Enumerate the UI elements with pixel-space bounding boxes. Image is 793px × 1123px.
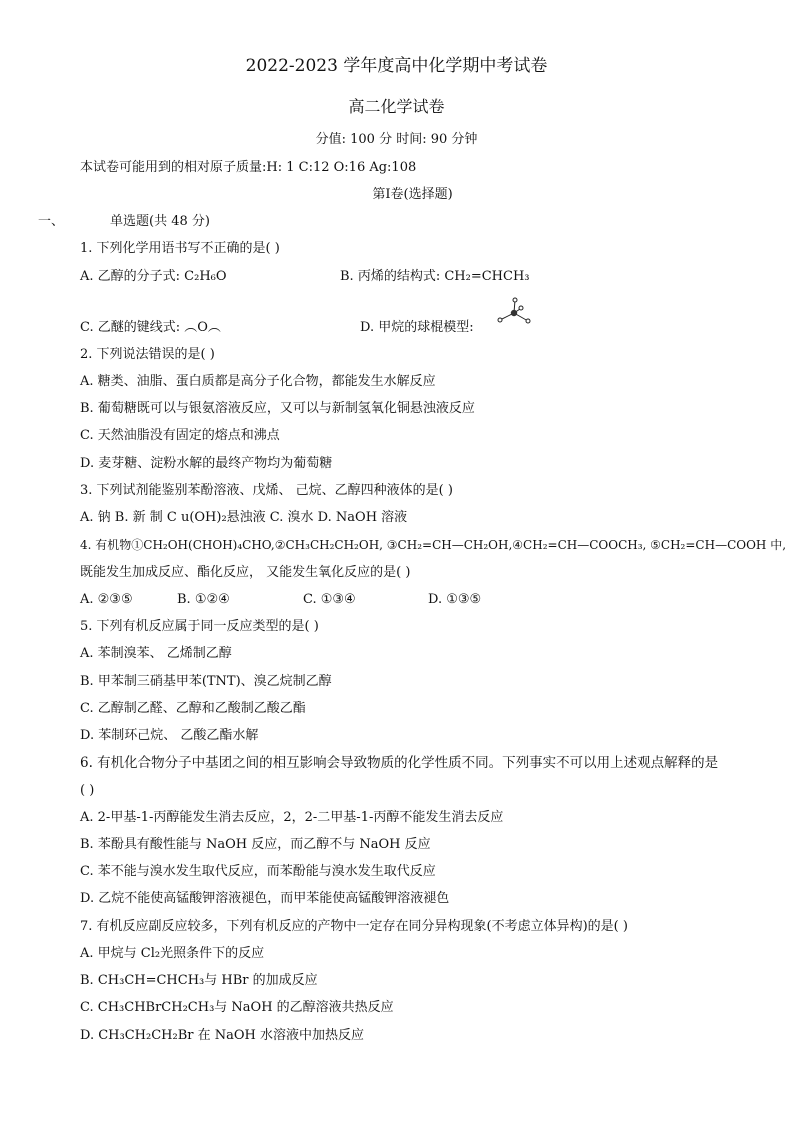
q2-stem: 2. 下列说法错误的是( ) (80, 347, 215, 362)
q4-option-b: B. ①②④ (177, 592, 230, 607)
q2-option-d: D. 麦芽糖、淀粉水解的最终产物均为葡萄糖 (80, 456, 333, 471)
q7-stem: 7. 有机反应副反应较多，下列有机反应的产物中一定存在同分异构现象(不考虑立体异构)的是( ) (80, 919, 628, 934)
q4-option-c: C. ①③④ (303, 592, 356, 607)
atomic-masses: 本试卷可能用到的相对原子质量:H: 1 C:12 O:16 Ag:108 (80, 160, 417, 175)
section-number: 一、 (38, 214, 65, 229)
q2-option-a: A. 糖类、油脂、蛋白质都是高分子化合物，都能发生水解反应 (80, 374, 436, 389)
part-title: 第Ⅰ卷(选择题) (372, 187, 453, 202)
q6-option-b: B. 苯酚具有酸性能与 NaOH 反应，而乙醇不与 NaOH 反应 (80, 837, 431, 852)
q6-option-c: C. 苯不能与溴水发生取代反应，而苯酚能与溴水发生取代反应 (80, 864, 436, 879)
q5-option-d: D. 苯制环己烷、 乙酸乙酯水解 (80, 728, 259, 743)
q4-option-a: A. ②③⑤ (80, 592, 133, 607)
q1-option-b: B. 丙烯的结构式: CH₂=CHCH₃ (340, 269, 530, 284)
q3-options: A. 钠 B. 新 制 C u(OH)₂悬浊液 C. 溴水 D. NaOH 溶液 (80, 510, 408, 525)
q4-option-d: D. ①③⑤ (428, 592, 482, 607)
q6-option-d: D. 乙烷不能使高锰酸钾溶液褪色，而甲苯能使高锰酸钾溶液褪色 (80, 891, 450, 906)
exam-title: 2022-2023 学年度高中化学期中考试卷 (245, 56, 548, 76)
q5-option-a: A. 苯制溴苯、 乙烯制乙醇 (80, 646, 232, 661)
q7-option-a: A. 甲烷与 Cl₂光照条件下的反应 (80, 946, 265, 961)
q5-stem: 5. 下列有机反应属于同一反应类型的是( ) (80, 619, 319, 634)
q5-option-c: C. 乙醇制乙醛、乙醇和乙酸制乙酸乙酯 (80, 701, 306, 716)
q1-option-c: C. 乙醚的键线式: ︵O︵ (80, 320, 221, 335)
q6-stem-continued: ( ) (80, 783, 95, 798)
methane-ball-stick-icon (494, 296, 534, 332)
score-time: 分值: 100 分 时间: 90 分钟 (315, 132, 478, 147)
q1-stem: 1. 下列化学用语书写不正确的是( ) (80, 241, 280, 256)
q1-option-d: D. 甲烷的球棍模型: (360, 320, 474, 335)
q7-option-d: D. CH₃CH₂CH₂Br 在 NaOH 水溶液中加热反应 (80, 1028, 364, 1043)
q4-stem: 4. 有机物①CH₂OH(CHOH)₄CHO,②CH₃CH₂CH₂OH, ③CH₂=CH—CH₂OH,④CH₂=CH—COOCH₃, ⑤CH₂=CH—COOH 中, (80, 538, 787, 552)
section-label: 单选题(共 48 分) (110, 214, 210, 229)
q4-stem-continued: 既能发生加成反应、酯化反应， 又能发生氧化反应的是( ) (80, 565, 411, 580)
q2-option-c: C. 天然油脂没有固定的熔点和沸点 (80, 428, 280, 443)
q5-option-b: B. 甲苯制三硝基甲苯(TNT)、溴乙烷制乙醇 (80, 674, 332, 689)
q2-option-b: B. 葡萄糖既可以与银氨溶液反应，又可以与新制氢氧化铜悬浊液反应 (80, 401, 475, 416)
exam-subtitle: 高二化学试卷 (348, 97, 445, 116)
q6-option-a: A. 2-甲基-1-丙醇能发生消去反应，2，2-二甲基-1-丙醇不能发生消去反应 (80, 810, 504, 825)
q6-stem: 6. 有机化合物分子中基团之间的相互影响会导致物质的化学性质不同。下列事实不可以用上述观点解释的是 (80, 755, 719, 771)
q3-stem: 3. 下列试剂能鉴别苯酚溶液、戊烯、 己烷、乙醇四种液体的是( ) (80, 483, 453, 498)
q7-option-c: C. CH₃CHBrCH₂CH₃与 NaOH 的乙醇溶液共热反应 (80, 1000, 394, 1015)
q7-option-b: B. CH₃CH=CHCH₃与 HBr 的加成反应 (80, 973, 318, 988)
q1-option-a: A. 乙醇的分子式: C₂H₆O (80, 269, 227, 284)
